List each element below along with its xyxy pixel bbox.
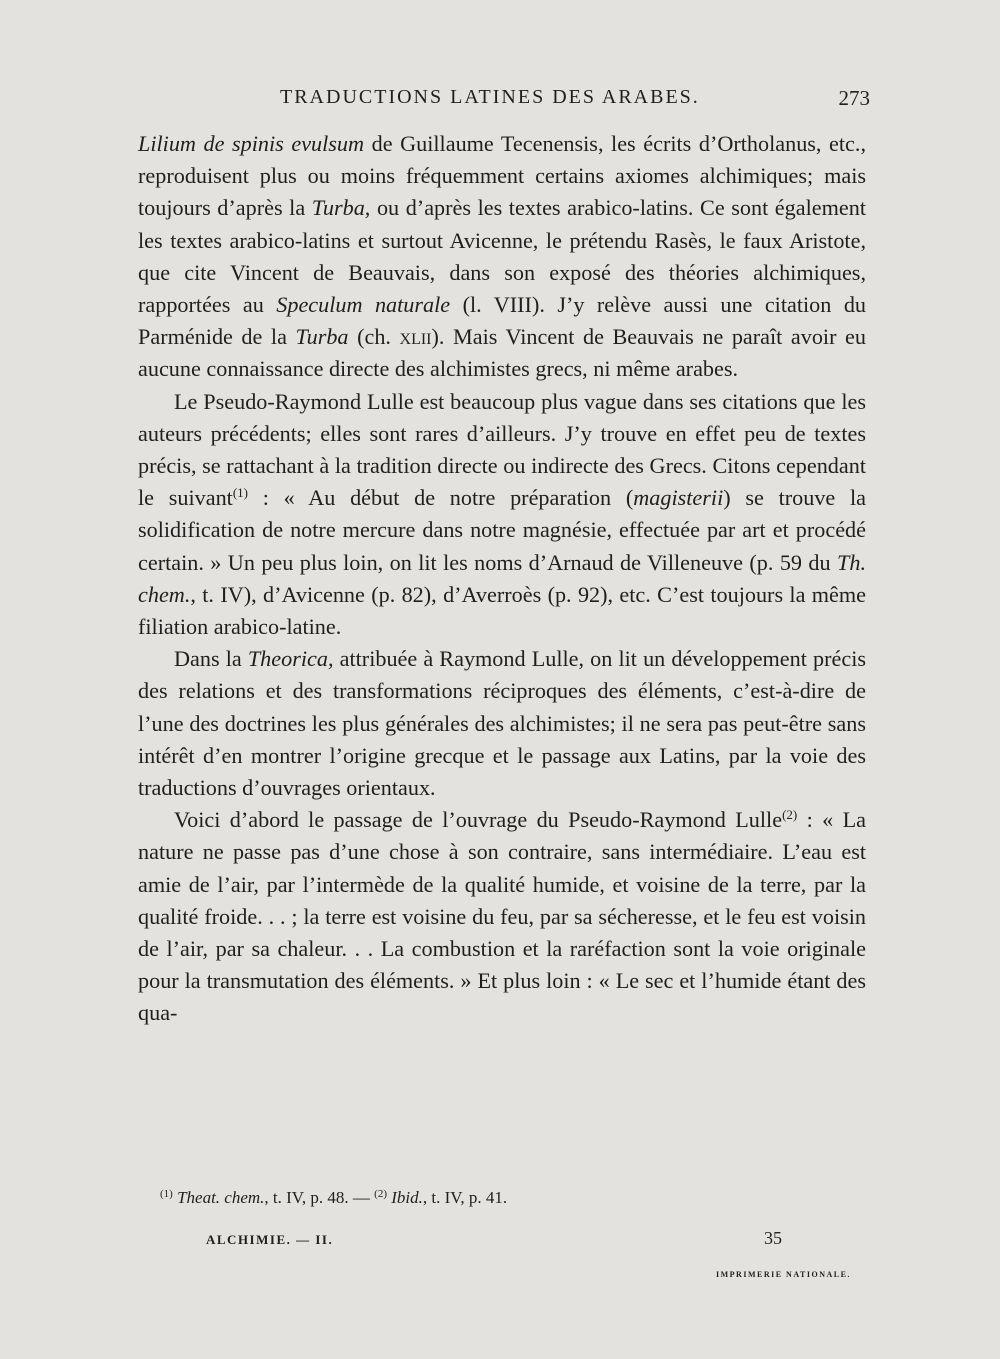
running-title: TRADUCTIONS LATINES DES ARABES. — [280, 86, 700, 108]
footnote-2-marker: (2) — [374, 1188, 387, 1200]
text-run: xlii — [399, 324, 432, 350]
footnote-1-source: Theat. chem. — [177, 1188, 265, 1207]
text-run: de Guillaume Tecenensis, les écrits d’Ortholanus, etc., reproduisent plus ou moins fréquemment certains axiomes alchimiques; mais toujours d’après la — [138, 131, 866, 221]
text-run: attribuée à Raymond Lulle, on lit un développement précis des relations et des transformations réciproques des éléments, c’est-à-dire de l’une des doctrines les plus générales des alchimistes; il ne sera pas peut-être sans intérêt d’en montrer l’origine grecque et le passage aux Latins, par la voie des traductions d’ouvrages orientaux. — [138, 646, 866, 801]
text-run: Le Pseudo-Raymond Lulle est beaucoup plus vague dans ses citations que les auteurs précédents; elles sont rares d’ailleurs. J’y trouve en effet peu de textes précis, se rattachant à la tradition directe ou indirecte des Grecs. Citons cependant le suivant — [138, 388, 866, 511]
text-run: Dans la — [174, 646, 248, 672]
footnote-1 — [160, 1188, 349, 1207]
text-run: magisterii — [633, 485, 724, 511]
paragraph — [138, 804, 866, 1029]
footnote-reference: (1) — [232, 485, 249, 501]
text-run: , t. IV), d’Avicenne (p. 82), d’Averroès (p. 92), etc. C’est toujours la même filiation arabico-latine. — [138, 581, 866, 640]
text-run: ) se trouve la solidification de notre mercure dans notre magnésie, effectuée par art et procédé certain. » Un peu plus loin, on lit les noms d’Arnaud de Villeneuve (p. 59 du — [138, 485, 867, 575]
footnote-reference: (2) — [782, 807, 798, 823]
text-run: Th. chem. — [138, 549, 866, 607]
text-run: : « Au début de notre préparation ( — [248, 485, 634, 511]
text-run: Lilium de spinis evulsum — [138, 131, 365, 156]
text-run: Turba, — [311, 195, 371, 221]
body-text — [138, 128, 866, 1030]
footnote-2-ref: , t. IV, p. 41. — [422, 1188, 508, 1207]
text-run: Turba — [295, 324, 349, 350]
page-number: 273 — [838, 86, 870, 110]
text-run: ). Mais Vincent de Beauvais ne paraît avoir eu aucune connaissance directe des alchimistes grecs, ni même arabes. — [138, 324, 866, 382]
printer-mark: IMPRIMERIE NATIONALE. — [716, 1270, 851, 1279]
signature-number: 35 — [764, 1228, 782, 1248]
footnote-2-source: Ibid. — [391, 1188, 423, 1207]
signature-title: ALCHIMIE. — II. — [206, 1232, 334, 1247]
footnote-separator: — — [348, 1188, 375, 1207]
footnote-1-marker: (1) — [160, 1188, 173, 1200]
text-run: : « La nature ne passe pas d’une chose à son contraire, sans intermédiaire. L’eau est amie de l’air, par l’intermède de la qualité humide, et voisine de la terre, par la qualité froide. . . ; la terre est voisine du feu, par sa sécheresse, et le feu est voisin de l’air, par sa chaleur. . . La combustion et la raréfaction sont la voie originale pour la transmutation des éléments. » Et plus loin : « Le sec et l’humide étant des qua- — [138, 807, 866, 1026]
text-run: Theorica, — [247, 646, 334, 672]
text-run: (l. VIII). J’y relève aussi une citation du Parménide de la — [138, 292, 867, 350]
paragraph — [138, 128, 866, 386]
footnotes — [160, 1188, 860, 1208]
paragraph — [138, 386, 866, 644]
text-run: ou d’après les textes arabico-latins. Ce sont également les textes arabico-latins et surtout Avicenne, le prétendu Rasès, le faux Aristote, que cite Vincent de Beauvais, dans son exposé des théories alchimiques, rapportées au — [138, 195, 866, 318]
footnote-2 — [374, 1188, 507, 1207]
paragraph — [138, 643, 866, 804]
footnote-1-ref: , t. IV, p. 48. — [264, 1188, 349, 1207]
page-header — [140, 86, 870, 116]
text-run: (ch. — [348, 324, 400, 350]
text-run: Speculum naturale — [276, 292, 451, 318]
text-run: Voici d’abord le passage de l’ouvrage du Pseudo-Raymond Lulle — [174, 807, 783, 833]
